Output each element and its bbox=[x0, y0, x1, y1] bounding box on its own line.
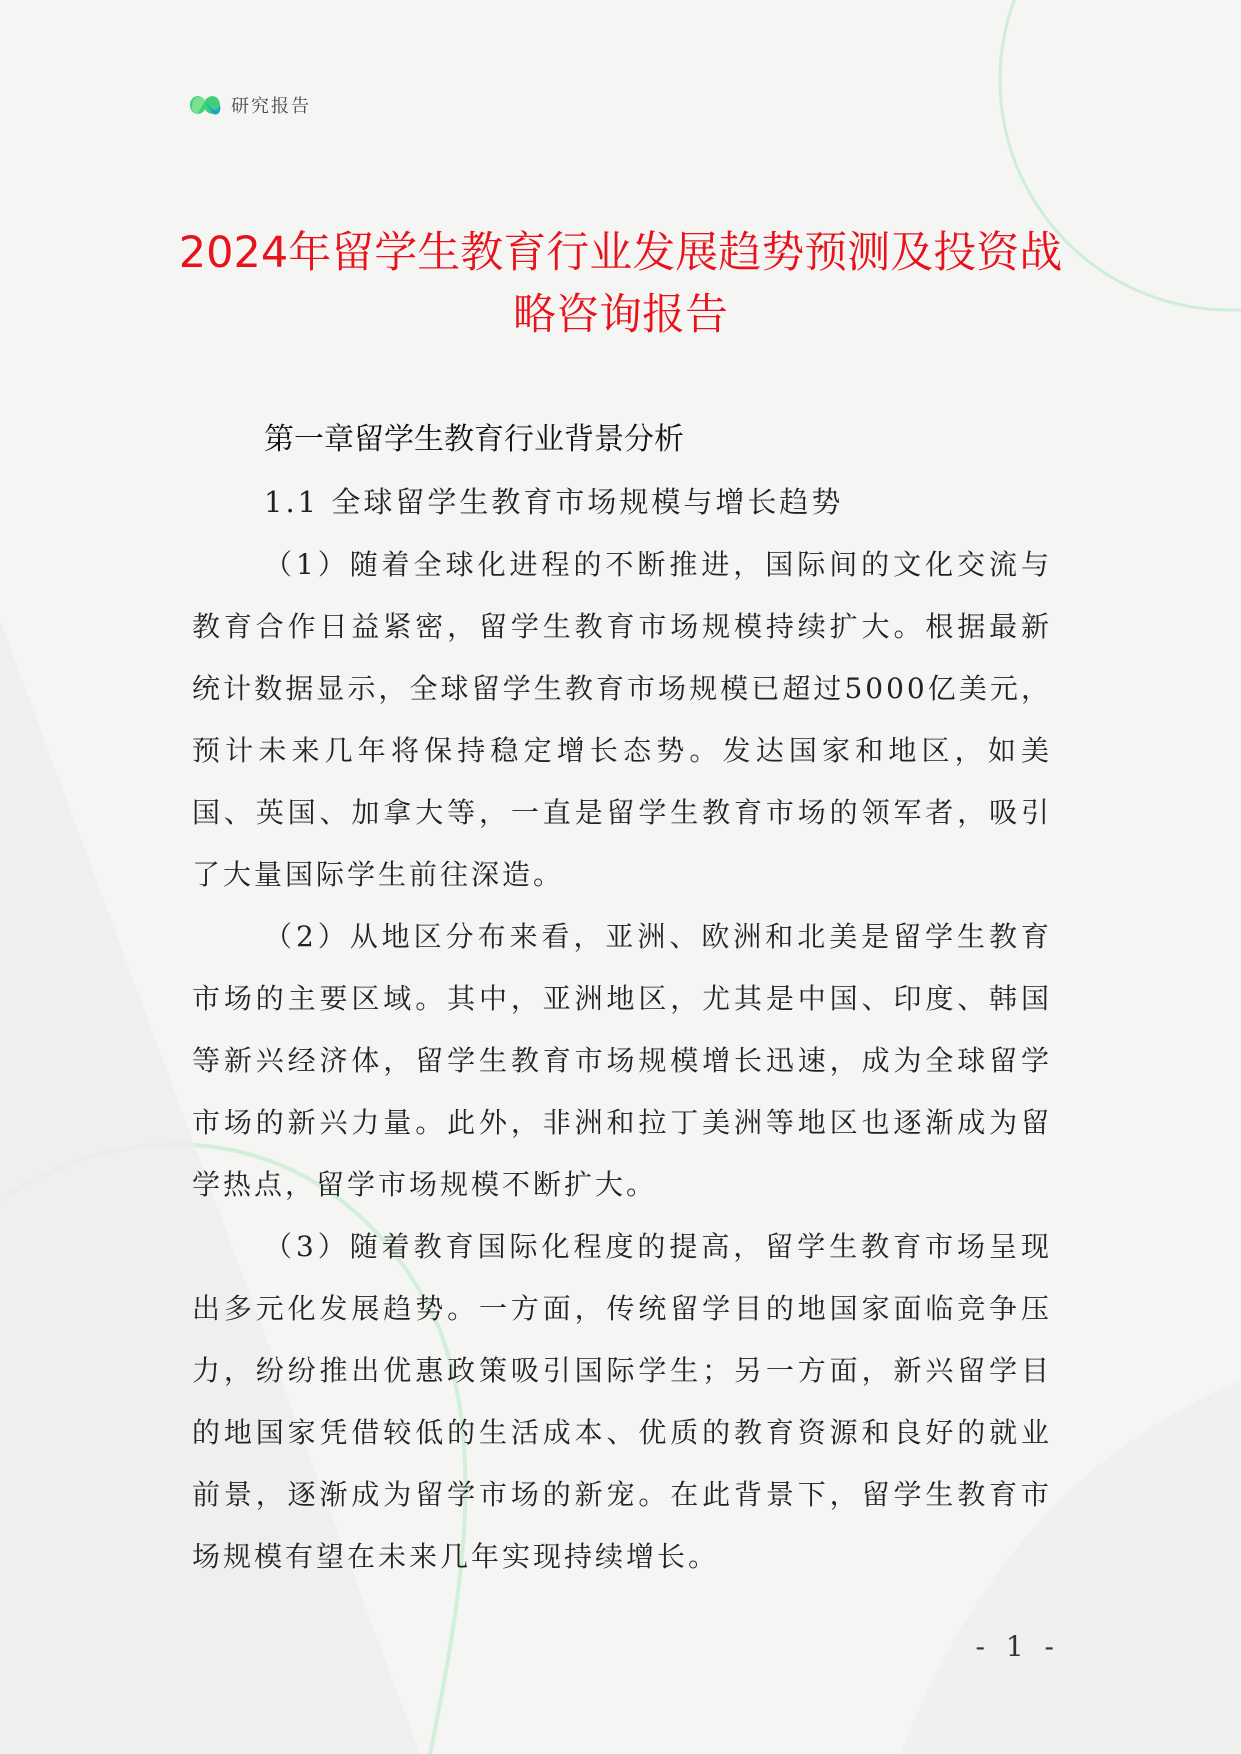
body-text bbox=[192, 534, 1052, 1588]
paragraph: （3）随着教育国际化程度的提高，留学生教育市场呈现出多元化发展趋势。一方面，传统留学目的地国家面临竞争压力，纷纷推出优惠政策吸引国际学生；另一方面，新兴留学目的地国家凭借较低的生活成本、优质的教育资源和良好的就业前景，逐渐成为留学市场的新宠。在此背景下，留学生教育市场规模有望在未来几年实现持续增长。 bbox=[192, 1230, 1052, 1573]
header-label: 研究报告 bbox=[231, 96, 311, 117]
paragraph: （2）从地区分布来看，亚洲、欧洲和北美是留学生教育市场的主要区域。其中，亚洲地区，尤其是中国、印度、韩国等新兴经济体，留学生教育市场规模增长迅速，成为全球留学市场的新兴力量。此外，非洲和拉丁美洲等地区也逐渐成为留学热点，留学市场规模不断扩大。 bbox=[192, 920, 1052, 1201]
brand-logo-icon bbox=[186, 89, 224, 121]
chapter-heading: 第一章留学生教育行业背景分析 bbox=[264, 422, 684, 457]
page-number: - 1 - bbox=[975, 1630, 1060, 1663]
report-header bbox=[186, 89, 311, 121]
section-heading: 1.1 全球留学生教育市场规模与增长趋势 bbox=[264, 485, 844, 519]
paragraph: （1）随着全球化进程的不断推进，国际间的文化交流与教育合作日益紧密，留学生教育市场规模持续扩大。根据最新统计数据显示，全球留学生教育市场规模已超过5000亿美元，预计未来几年将保持稳定增长态势。发达国家和地区，如美国、英国、加拿大等，一直是留学生教育市场的领军者，吸引了大量国际学生前往深造。 bbox=[192, 548, 1052, 891]
document-title: 2024年留学生教育行业发展趋势预测及投资战略咨询报告 bbox=[178, 228, 1063, 340]
